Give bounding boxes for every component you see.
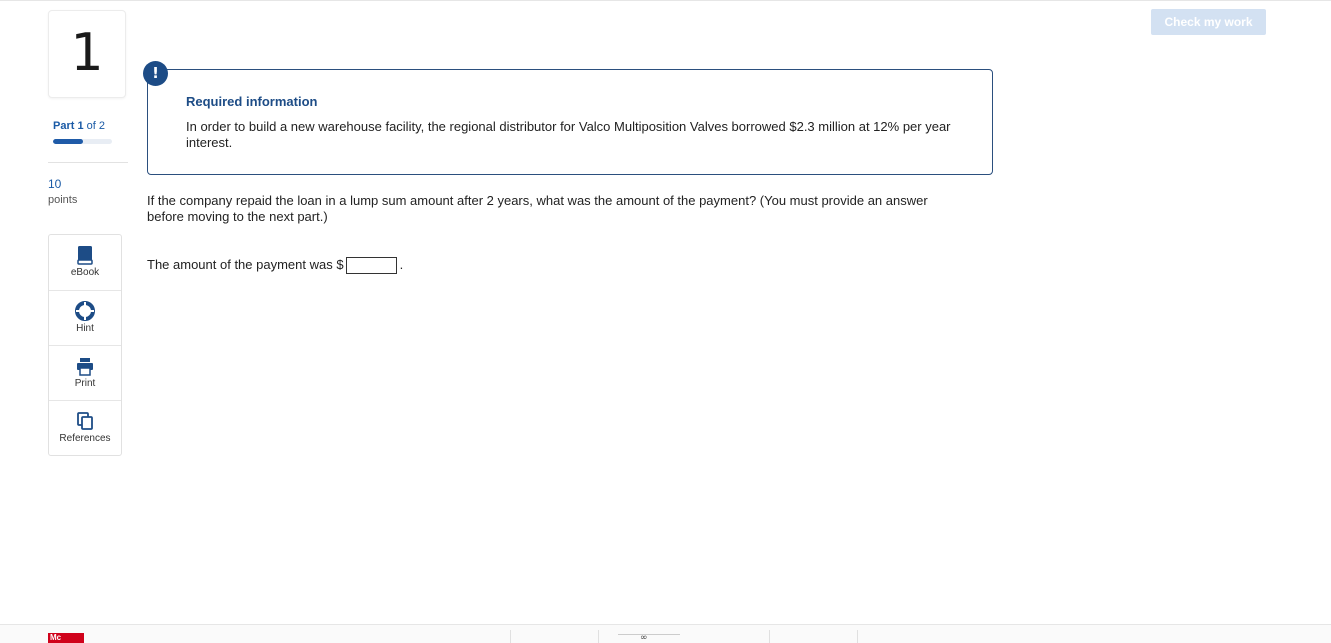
lifebuoy-icon (75, 301, 95, 321)
copy-documents-icon (75, 411, 95, 431)
part-of-total: of 2 (86, 120, 106, 132)
link-icon: ∞ (640, 633, 648, 643)
footer-separator (510, 630, 511, 643)
tool-ebook[interactable] (49, 235, 121, 290)
tool-hint-label: Hint (76, 323, 94, 334)
question-number-card (48, 10, 126, 98)
question-number: 1 (70, 23, 104, 83)
required-information-text: In order to build a new warehouse facility, the regional distributor for Valco Multiposition Valves borrowed $2.3 million at 12% per year interest. (186, 119, 951, 150)
part-prefix: Part (53, 120, 75, 132)
part-progress-fill (53, 139, 83, 144)
payment-amount-input[interactable] (346, 257, 397, 274)
tool-references-label: References (59, 433, 111, 444)
tool-print-label: Print (74, 378, 96, 389)
tool-ebook-label: eBook (70, 267, 100, 278)
part-indicator (53, 120, 105, 132)
tool-references[interactable] (49, 400, 121, 455)
part-current: 1 (77, 120, 84, 132)
check-my-work-button[interactable]: Check my work (1151, 9, 1266, 35)
alert-icon: ! (143, 61, 168, 86)
answer-trail-text: . (399, 257, 404, 272)
part-progress-bar (53, 139, 112, 144)
book-icon (75, 245, 95, 265)
tools-panel (48, 234, 122, 456)
footer-separator (769, 630, 770, 643)
footer-separator (598, 630, 599, 643)
answer-lead-text: The amount of the payment was $ (147, 257, 344, 272)
top-divider (0, 0, 1331, 1)
printer-icon (75, 356, 95, 376)
question-prompt: If the company repaid the loan in a lump sum amount after 2 years, what was the amount of the payment? (You must provide an answer before moving to the next part.) (147, 193, 928, 224)
tool-hint[interactable] (49, 290, 121, 345)
points-label: points (48, 194, 78, 206)
points-value: 10 (48, 177, 62, 191)
required-information-title: Required information (186, 94, 318, 109)
mcgraw-hill-logo: Mc (48, 633, 84, 643)
footer-link-control[interactable] (618, 634, 680, 643)
answer-sentence (147, 256, 403, 274)
footer-separator (857, 630, 858, 643)
sidebar-divider (48, 162, 128, 163)
tool-print[interactable] (49, 345, 121, 400)
